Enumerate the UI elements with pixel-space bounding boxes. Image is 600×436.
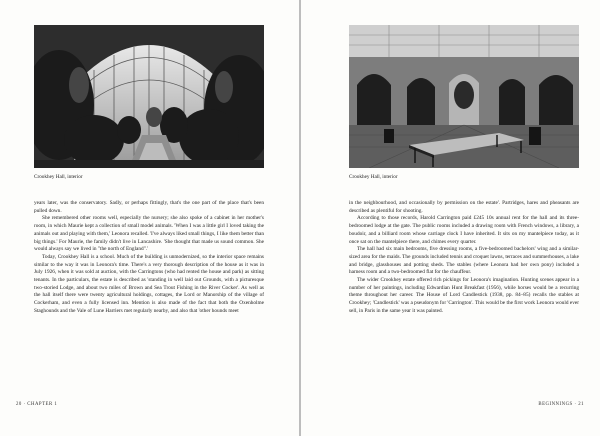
great-hall-photo-graphic [349,25,579,168]
left-paragraph-3: Today, Crookhey Hall is a school. Much of the building is unmodernized, so the interior space remains similar to the way it was in Leonora's time. There's a very thorough description of the house as it was in July 1926, when it was sold at auction, with the Carringtons (who had rented the house and park) as sitting tenants. In the particulars, the estate is described as 'standing in well laid out Grounds, with a picturesque two-storied Lodge, and about two miles of Brown and Sea Trout Fishing in the River Cocker'. As well as the hall itself there were twenty agricultural holdings, cottages, the Lord or Manorship of the village of Cockerham, and even a fully licensed inn. Mention is also made of the fact that both the Oxenholme Staghounds and the Vale of Lune Harriers met regularly nearby, and also that 'other hounds meet [34,253,264,314]
left-page [0,0,299,436]
right-paragraph-1: in the neighbourhood, and occasionally by permission on the estate'. Partridges, hares and pheasants are described as plentiful for shooting. [349,200,579,214]
great-hall-photo [349,25,579,168]
left-photo-caption: Crookhey Hall, interior [34,174,83,180]
left-paragraph-1: years later, was the conservatory. Sadly, or perhaps fittingly, that's the one part of the place that's been pulled down. [34,200,264,214]
right-paragraph-3: The hall had six main bedrooms, five dressing rooms, a five-bedroomed bachelors' wing and a similar-sized area for the maids. The grounds included tennis and croquet lawns, terraces and summerhouses, a lake and bridge, glasshouses and potting sheds. The stables (where Leonora had her own pony) included a harness room and a two-bedroomed flat for the chauffeur. [349,246,579,276]
left-paragraph-2: She remembered other rooms well, especially the nursery; she also spoke of a cabinet in her mother's room, in which Maurie kept a collection of small model animals. 'When I was a little girl I loved taking the animals out and playing with them,' Leonora recalled. 'I've always liked small things, I like them better than big things.' For Maurie, the family didn't live in Lancashire. 'She thought that made us sound common. She would always say we lived in "the north of England".' [34,215,264,253]
left-folio: 20 · CHAPTER 1 [16,402,58,407]
right-folio: BEGINNINGS · 21 [538,402,584,407]
conservatory-photo-graphic [34,25,264,168]
left-body-text [34,200,264,316]
conservatory-photo [34,25,264,168]
right-paragraph-4: The wider Crookhey estate offered rich pickings for Leonora's imagination. Hunting scenes appear in a number of her paintings, including Edwardian Hunt Breakfast (1956), while horses would be a recurring theme throughout her career. The House of Lord Candlestick (1938, pp. 84–85) recalls the stables at Crookhey; 'Candlestick' was a pseudonym for 'Carrington'. This would be the first work Leonora would ever sell, in Paris in the same year it was painted. [349,277,579,314]
right-photo-caption: Crookhey Hall, interior [349,174,398,180]
right-paragraph-2: According to those records, Harold Carrington paid £245 10s annual rent for the hall and its three-bedroomed lodge at the gate. The public rooms included a drawing room with French windows, a library, a boudoir, and a billiard room whose carriage clock I have inherited. It sits on my mantelpiece today, as it once sat on the mantelpiece there, and chimes every quarter. [349,215,579,245]
right-body-text [349,200,579,316]
right-page [301,0,600,436]
